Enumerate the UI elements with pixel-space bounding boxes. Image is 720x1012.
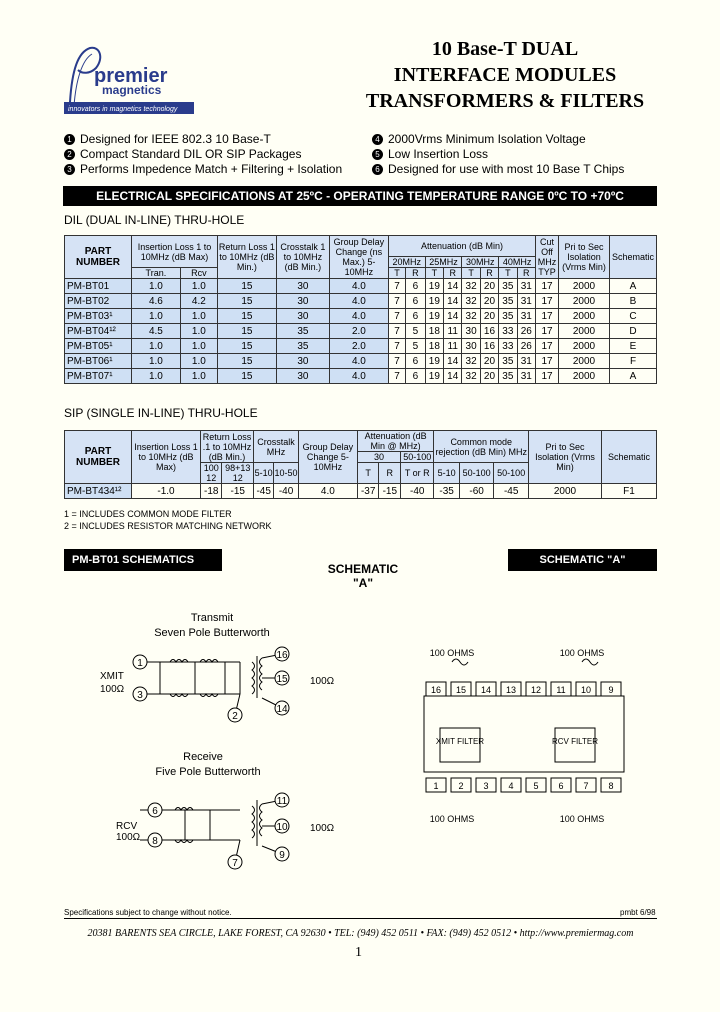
table-cell: 5 bbox=[406, 339, 426, 354]
table-cell: -18 bbox=[201, 484, 222, 499]
sip-table: PART NUMBER Insertion Loss 1 to 10MHz (dB Max) Return Loss .1 to 10MHz (dB Min.) Crosstalk MHz Group Delay Change 5-10MHz Attenuation (dB Min @ MHz) Common mode rejection (dB Min) MHz Pri to Sec Isolation (Vrms Min) Schematic 30 50-100 100 12 98+13 12 5-10 10-50 T R T or R 5-10 50-100 50-100 PM-BT434¹² -1.0 -18 -15 -45 -40 4.0 -37 -15 -40 -35 -60 -45 2000 F1 bbox=[64, 430, 657, 499]
table-cell: 15 bbox=[217, 279, 276, 294]
svg-text:8: 8 bbox=[152, 836, 158, 847]
table-cell: A bbox=[610, 279, 657, 294]
feature-item: 6 Designed for use with most 10 Base T Chips bbox=[372, 162, 662, 177]
table-cell: 17 bbox=[536, 294, 559, 309]
table-cell: 30 bbox=[276, 309, 329, 324]
svg-text:9: 9 bbox=[279, 850, 285, 861]
table-cell: 2000 bbox=[559, 369, 610, 384]
chip-pin-label: 12 bbox=[530, 685, 542, 695]
part-number-cell: PM-BT434¹² bbox=[65, 484, 132, 499]
table-cell: 30 bbox=[276, 354, 329, 369]
svg-text:11: 11 bbox=[276, 796, 288, 807]
table-cell: 20 bbox=[480, 279, 498, 294]
rcv-label: RCV bbox=[116, 821, 138, 832]
table-cell: 2000 bbox=[559, 309, 610, 324]
table-cell: 35 bbox=[276, 339, 329, 354]
table-cell: 2000 bbox=[559, 324, 610, 339]
table-row bbox=[65, 324, 657, 339]
note-1: 1 = INCLUDES COMMON MODE FILTER bbox=[64, 509, 232, 519]
table-cell: 30 bbox=[276, 294, 329, 309]
table-cell: -35 bbox=[434, 484, 459, 499]
svg-text:10: 10 bbox=[276, 822, 288, 833]
table-cell: E bbox=[610, 339, 657, 354]
table-cell: 15 bbox=[217, 339, 276, 354]
table-cell: 31 bbox=[517, 354, 535, 369]
notes bbox=[64, 508, 271, 532]
table-cell: 20 bbox=[480, 354, 498, 369]
chip-pin-label: 11 bbox=[556, 685, 566, 695]
svg-text:1: 1 bbox=[137, 658, 143, 669]
title-line-3: TRANSFORMERS & FILTERS bbox=[365, 90, 645, 112]
table-row bbox=[65, 279, 657, 294]
table-cell: 15 bbox=[217, 294, 276, 309]
part-number-cell: PM-BT02 bbox=[65, 294, 132, 309]
logo-name-2: magnetics bbox=[102, 83, 162, 97]
chip-pin-label: 13 bbox=[505, 685, 517, 695]
chip-pin-label: 10 bbox=[580, 685, 592, 695]
top-ohms-right: 100 OHMS bbox=[559, 648, 605, 658]
title-line-1: 10 Base-T DUAL bbox=[431, 38, 579, 60]
table-cell: 14 bbox=[444, 369, 462, 384]
table-cell: 17 bbox=[536, 369, 559, 384]
bottom-ohms-left: 100 OHMS bbox=[429, 814, 475, 824]
table-cell: 15 bbox=[217, 354, 276, 369]
table-cell: 1.0 bbox=[180, 279, 217, 294]
part-number-cell: PM-BT01 bbox=[65, 279, 132, 294]
table-cell: 17 bbox=[536, 354, 559, 369]
table-cell: 31 bbox=[517, 294, 535, 309]
table-cell: 30 bbox=[462, 324, 480, 339]
logo-name: premier bbox=[94, 65, 168, 87]
table-cell: 2000 bbox=[559, 279, 610, 294]
rcv-filter-label: RCV FILTER bbox=[551, 737, 599, 746]
table-cell: 4.0 bbox=[329, 309, 388, 324]
table-cell: 19 bbox=[425, 294, 443, 309]
xmit-filter-label: XMIT FILTER bbox=[435, 737, 485, 746]
table-cell: 17 bbox=[536, 339, 559, 354]
table-cell: 7 bbox=[388, 324, 405, 339]
page-title bbox=[340, 36, 670, 114]
table-cell: 15 bbox=[217, 309, 276, 324]
table-row bbox=[65, 309, 657, 324]
chip-pin-label: 5 bbox=[533, 781, 539, 791]
svg-text:14: 14 bbox=[276, 704, 288, 715]
table-cell: 7 bbox=[388, 279, 405, 294]
table-cell: 17 bbox=[536, 279, 559, 294]
table-cell: 30 bbox=[462, 339, 480, 354]
table-cell: 1.0 bbox=[132, 369, 181, 384]
table-cell: 1.0 bbox=[132, 339, 181, 354]
dil-table: PART NUMBER Insertion Loss 1 to 10MHz (dB Max) Return Loss 1 to 10MHz (dB Min.) Crosstalk 1 to 10MHz (dB Min.) Group Delay Change (ns Max.) 5-10MHz Attenuation (dB Min) Cut Off MHz TYP Pri to Sec Isolation (Vrms Min) Schematic 20MHz 25MHz 30MHz 40MHz Tran. Rcv T R T R T R T R PM-BT01 1.0 1.0 15 30 4.0 7 6 19 14 32 20 35 31 17 2000 A PM-BT02 4.6 4.2 15 30 4.0 7 6 19 14 32 20 35 31 17 2000 B PM-BT03¹ 1.0 1.0 15 30 4.0 7 6 19 14 32 20 35 31 17 2000 C PM-BT04¹² 4.5 1.0 15 35 2.0 7 5 18 11 30 16 33 26 17 2000 D PM-BT05¹ 1.0 1.0 15 35 2.0 7 5 18 11 30 16 33 26 17 2000 E PM-BT06¹ 1.0 1.0 15 30 4.0 7 6 19 14 32 20 35 31 17 2000 F PM-BT07¹ 1.0 1.0 15 30 4.0 7 6 19 14 32 20 35 31 17 2000 A bbox=[64, 235, 657, 384]
footer-address: 20381 BARENTS SEA CIRCLE, LAKE FOREST, CA 92630 • TEL: (949) 452 0511 • FAX: (949) 452 0512 • http://www.premiermag.com bbox=[87, 928, 634, 939]
note-2: 2 = INCLUDES RESISTOR MATCHING NETWORK bbox=[64, 521, 272, 531]
table-cell: 17 bbox=[536, 324, 559, 339]
table-cell: 31 bbox=[517, 309, 535, 324]
chip-pin-label: 8 bbox=[608, 781, 614, 791]
table-cell: 7 bbox=[388, 294, 405, 309]
table-cell: 7 bbox=[388, 369, 405, 384]
table-cell: -37 bbox=[357, 484, 379, 499]
table-cell: 32 bbox=[462, 309, 480, 324]
svg-text:15: 15 bbox=[276, 674, 288, 685]
table-row bbox=[65, 294, 657, 309]
table-cell: 1.0 bbox=[180, 354, 217, 369]
table-cell: 32 bbox=[462, 294, 480, 309]
table-row bbox=[65, 369, 657, 384]
table-cell: 7 bbox=[388, 309, 405, 324]
table-cell: 4.0 bbox=[329, 279, 388, 294]
table-cell: 1.0 bbox=[180, 369, 217, 384]
table-cell: -40 bbox=[274, 484, 299, 499]
table-cell: -40 bbox=[401, 484, 434, 499]
table-cell: 35 bbox=[499, 294, 517, 309]
logo-tagline: innovators in magnetics technology bbox=[68, 106, 178, 113]
receive-subtitle: Five Pole Butterworth bbox=[155, 766, 261, 778]
table-cell: -45 bbox=[254, 484, 274, 499]
svg-text:7: 7 bbox=[232, 858, 238, 869]
table-cell: 20 bbox=[480, 294, 498, 309]
chip-diagram bbox=[410, 640, 640, 830]
table-cell: 4.0 bbox=[329, 294, 388, 309]
table-cell: 2000 bbox=[559, 294, 610, 309]
table-cell: 2000 bbox=[529, 484, 602, 499]
chip-pin-label: 6 bbox=[558, 781, 564, 791]
table-cell: -15 bbox=[379, 484, 401, 499]
table-cell: 18 bbox=[425, 339, 443, 354]
table-cell: 14 bbox=[444, 294, 462, 309]
table-cell: 4.0 bbox=[329, 354, 388, 369]
table-cell: 35 bbox=[499, 354, 517, 369]
part-number-cell: PM-BT05¹ bbox=[65, 339, 132, 354]
dil-heading: DIL (DUAL IN-LINE) THRU-HOLE bbox=[64, 213, 245, 227]
table-cell: 15 bbox=[217, 324, 276, 339]
table-cell: 1.0 bbox=[132, 309, 181, 324]
schematics-bar-left: PM-BT01 SCHEMATICS bbox=[64, 549, 222, 571]
receive-title: Receive bbox=[183, 751, 223, 763]
chip-pin-label: 2 bbox=[458, 781, 464, 791]
table-cell: 16 bbox=[480, 324, 498, 339]
table-cell: 11 bbox=[444, 339, 462, 354]
chip-pin-label: 14 bbox=[480, 685, 492, 695]
table-cell: 32 bbox=[462, 354, 480, 369]
table-cell: 1.0 bbox=[180, 339, 217, 354]
table-cell: A bbox=[610, 369, 657, 384]
features-left bbox=[64, 132, 364, 177]
table-cell: 35 bbox=[276, 324, 329, 339]
xmit-label: XMIT bbox=[100, 671, 124, 682]
page-number: 1 bbox=[355, 945, 362, 960]
table-cell: -60 bbox=[459, 484, 494, 499]
sip-heading: SIP (SINGLE IN-LINE) THRU-HOLE bbox=[64, 406, 258, 420]
table-cell: 4.0 bbox=[298, 484, 357, 499]
table-cell: 30 bbox=[276, 279, 329, 294]
table-cell: 33 bbox=[499, 339, 517, 354]
table-cell: 32 bbox=[462, 369, 480, 384]
chip-pin-label: 7 bbox=[583, 781, 589, 791]
table-cell: 14 bbox=[444, 354, 462, 369]
table-cell: 14 bbox=[444, 279, 462, 294]
schematics-bar-right: SCHEMATIC "A" bbox=[508, 549, 657, 571]
svg-text:2: 2 bbox=[232, 711, 238, 722]
table-cell: 4.6 bbox=[132, 294, 181, 309]
table-cell: 26 bbox=[517, 339, 535, 354]
table-cell: 6 bbox=[406, 294, 426, 309]
table-cell: 6 bbox=[406, 309, 426, 324]
part-number-cell: PM-BT07¹ bbox=[65, 369, 132, 384]
chip-pin-label: 16 bbox=[430, 685, 442, 695]
bottom-ohms-right: 100 OHMS bbox=[559, 814, 605, 824]
chip-pin-label: 1 bbox=[433, 781, 439, 791]
top-ohms-left: 100 OHMS bbox=[429, 648, 475, 658]
table-cell: 2000 bbox=[559, 339, 610, 354]
table-cell: 35 bbox=[499, 309, 517, 324]
feature-item: 5 Low Insertion Loss bbox=[372, 147, 662, 162]
feature-item: 3 Performs Impedence Match + Filtering + Isolation bbox=[64, 162, 364, 177]
part-number-cell: PM-BT04¹² bbox=[65, 324, 132, 339]
table-cell: 6 bbox=[406, 279, 426, 294]
table-cell: 4.2 bbox=[180, 294, 217, 309]
table-cell: 17 bbox=[536, 309, 559, 324]
table-cell: 19 bbox=[425, 279, 443, 294]
table-cell: 4.0 bbox=[329, 369, 388, 384]
table-cell: 11 bbox=[444, 324, 462, 339]
table-cell: 2.0 bbox=[329, 324, 388, 339]
table-cell: 18 bbox=[425, 324, 443, 339]
table-cell: 4.5 bbox=[132, 324, 181, 339]
table-cell: 16 bbox=[480, 339, 498, 354]
table-cell: 5 bbox=[406, 324, 426, 339]
table-cell: 1.0 bbox=[132, 354, 181, 369]
table-row bbox=[65, 484, 657, 499]
table-cell: 35 bbox=[499, 369, 517, 384]
receive-out-ohm: 100Ω bbox=[310, 823, 335, 834]
table-cell: F bbox=[610, 354, 657, 369]
table-cell: 14 bbox=[444, 309, 462, 324]
table-cell: 2000 bbox=[559, 354, 610, 369]
table-cell: 7 bbox=[388, 354, 405, 369]
table-cell: -15 bbox=[222, 484, 254, 499]
transmit-subtitle: Seven Pole Butterworth bbox=[154, 627, 270, 639]
table-cell: 6 bbox=[406, 369, 426, 384]
table-cell: 31 bbox=[517, 279, 535, 294]
title-line-2: INTERFACE MODULES bbox=[393, 64, 617, 86]
table-cell: 1.0 bbox=[180, 324, 217, 339]
table-cell: 6 bbox=[406, 354, 426, 369]
table-cell: 35 bbox=[499, 279, 517, 294]
schematic-center-title: SCHEMATIC "A" bbox=[327, 562, 399, 590]
table-cell: 20 bbox=[480, 309, 498, 324]
doc-code: pmbt 6/98 bbox=[620, 908, 656, 917]
table-cell: 15 bbox=[217, 369, 276, 384]
table-cell: -1.0 bbox=[132, 484, 201, 499]
table-cell: 30 bbox=[276, 369, 329, 384]
transmit-out-ohm: 100Ω bbox=[310, 676, 335, 687]
table-cell: -45 bbox=[494, 484, 529, 499]
chip-pin-label: 3 bbox=[483, 781, 489, 791]
table-cell: 32 bbox=[462, 279, 480, 294]
table-row bbox=[65, 339, 657, 354]
transmit-title: Transmit bbox=[190, 612, 234, 624]
feature-item: 1 Designed for IEEE 802.3 10 Base-T bbox=[64, 132, 364, 147]
table-row bbox=[65, 354, 657, 369]
disclaimer: Specifications subject to change without notice. bbox=[64, 908, 232, 917]
svg-text:6: 6 bbox=[152, 806, 158, 817]
logo bbox=[60, 40, 220, 120]
table-cell: F1 bbox=[602, 484, 657, 499]
svg-text:16: 16 bbox=[276, 650, 288, 661]
table-cell: 19 bbox=[425, 354, 443, 369]
filter-schematics bbox=[60, 600, 360, 900]
chip-pin-label: 4 bbox=[508, 781, 514, 791]
table-cell: 31 bbox=[517, 369, 535, 384]
table-cell: 33 bbox=[499, 324, 517, 339]
table-cell: 26 bbox=[517, 324, 535, 339]
xmit-ohm: 100Ω bbox=[100, 684, 125, 695]
table-cell: 1.0 bbox=[180, 309, 217, 324]
feature-item: 4 2000Vrms Minimum Isolation Voltage bbox=[372, 132, 662, 147]
table-cell: 7 bbox=[388, 339, 405, 354]
table-cell: 20 bbox=[480, 369, 498, 384]
table-cell: 19 bbox=[425, 369, 443, 384]
table-cell: D bbox=[610, 324, 657, 339]
part-number-cell: PM-BT06¹ bbox=[65, 354, 132, 369]
table-cell: 1.0 bbox=[132, 279, 181, 294]
table-cell: 19 bbox=[425, 309, 443, 324]
features-right bbox=[372, 132, 662, 177]
part-number-cell: PM-BT03¹ bbox=[65, 309, 132, 324]
chip-pin-label: 9 bbox=[608, 685, 614, 695]
feature-item: 2 Compact Standard DIL OR SIP Packages bbox=[64, 147, 364, 162]
table-cell: 2.0 bbox=[329, 339, 388, 354]
table-cell: C bbox=[610, 309, 657, 324]
svg-text:3: 3 bbox=[137, 690, 143, 701]
table-cell: B bbox=[610, 294, 657, 309]
rcv-ohm: 100Ω bbox=[116, 832, 141, 843]
chip-pin-label: 15 bbox=[455, 685, 467, 695]
spec-bar: ELECTRICAL SPECIFICATIONS AT 25ºC - OPERATING TEMPERATURE RANGE 0ºC TO +70ºC bbox=[63, 186, 657, 206]
